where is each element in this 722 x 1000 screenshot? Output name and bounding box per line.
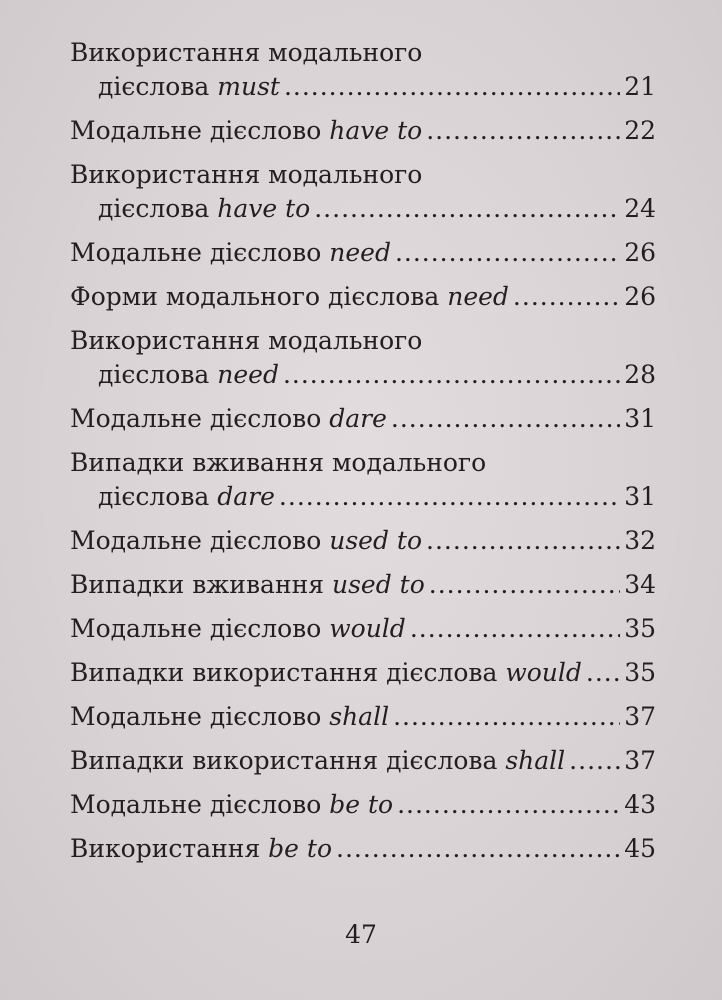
- dot-leader: [397, 788, 620, 822]
- toc-entry-text: [70, 402, 387, 436]
- toc-entry-main-line: [70, 568, 656, 602]
- toc-entry-title: Використання модального: [70, 160, 423, 189]
- toc-entry: [70, 656, 656, 690]
- toc-entry-text: [70, 744, 565, 778]
- toc-entry-text: [70, 114, 422, 148]
- dot-leader: [391, 402, 620, 436]
- toc-entry-page: 21: [624, 72, 656, 101]
- toc-entry: [70, 832, 656, 866]
- toc-entry: [70, 568, 656, 602]
- toc-entry-main-line: [70, 70, 656, 104]
- toc-entry-term: need: [217, 360, 279, 389]
- dot-leader: [426, 114, 620, 148]
- toc-entry-main-line: [70, 402, 656, 436]
- toc-entry: [70, 280, 656, 314]
- dot-leader: [513, 280, 620, 314]
- toc-entry-text: [70, 832, 332, 866]
- toc-entry-title: Використання модального: [70, 326, 423, 355]
- toc-entry-text: [98, 480, 275, 514]
- toc-entry-text: [70, 700, 389, 734]
- toc-entry-page: 31: [624, 482, 656, 511]
- toc-entry-term: used to: [332, 570, 425, 599]
- dot-leader: [336, 832, 620, 866]
- toc-entry-title: Випадки вживання: [70, 570, 332, 599]
- dot-leader: [314, 192, 620, 226]
- toc-entry-text: [70, 788, 393, 822]
- dot-leader: [393, 700, 620, 734]
- dot-leader: [429, 568, 620, 602]
- toc-entry-text: [98, 358, 279, 392]
- toc-entry: [70, 158, 656, 226]
- dot-leader: [283, 358, 620, 392]
- toc-entry-title: Випадки вживання модального: [70, 448, 487, 477]
- toc-entry-title: Модальне дієслово: [70, 526, 330, 555]
- toc-entry: [70, 236, 656, 270]
- toc-entry-term: have to: [329, 116, 423, 145]
- dot-leader: [569, 744, 620, 778]
- toc-entry: [70, 446, 656, 514]
- toc-entry-text: [70, 656, 582, 690]
- toc-entry-page: 34: [624, 570, 656, 599]
- toc-entry-title: Модальне дієслово: [70, 238, 330, 267]
- toc-entry-term: dare: [329, 404, 387, 433]
- toc-entry-title-line: [70, 446, 656, 480]
- toc-entry-term: dare: [217, 482, 275, 511]
- toc-entry: [70, 612, 656, 646]
- dot-leader: [284, 70, 620, 104]
- dot-leader: [279, 480, 620, 514]
- toc-entry-main-line: [70, 480, 656, 514]
- toc-entry-title-line: [70, 324, 656, 358]
- toc-entry-title-line: [70, 36, 656, 70]
- toc-entry: [70, 114, 656, 148]
- toc-entry: [70, 402, 656, 436]
- toc-entry-title-line: [70, 158, 656, 192]
- toc-entry-title: Форми модального дієслова: [70, 282, 448, 311]
- toc-entry-page: 32: [624, 526, 656, 555]
- toc-entry: [70, 700, 656, 734]
- toc-entry-term: would: [329, 614, 406, 643]
- toc-entry-main-line: [70, 832, 656, 866]
- toc-entry-page: 22: [624, 116, 656, 145]
- toc-entry-main-line: [70, 700, 656, 734]
- toc-entry-term: used to: [329, 526, 423, 555]
- dot-leader: [395, 236, 620, 270]
- toc-entry-page: 45: [624, 834, 656, 863]
- toc-entry-page: 37: [624, 702, 656, 731]
- toc-entry-main-line: [70, 656, 656, 690]
- toc-entry-title: дієслова: [98, 482, 218, 511]
- toc-entry-text: [98, 70, 280, 104]
- toc-entry-title: Використання: [70, 834, 269, 863]
- toc-entry-main-line: [70, 524, 656, 558]
- dot-leader: [586, 656, 620, 690]
- toc-entry-text: [70, 612, 406, 646]
- toc-entry-main-line: [70, 236, 656, 270]
- toc-entry-title: Модальне дієслово: [70, 404, 330, 433]
- toc-entry-term: would: [505, 658, 582, 687]
- toc-entry: [70, 36, 656, 104]
- toc-entry-text: [70, 236, 391, 270]
- toc-entry-text: [70, 568, 425, 602]
- toc-entry-page: 43: [624, 790, 656, 819]
- toc-entry-main-line: [70, 744, 656, 778]
- toc-entry-text: [70, 524, 422, 558]
- toc-entry-term: must: [217, 72, 280, 101]
- toc-entry-term: need: [329, 238, 391, 267]
- toc-entry-title: Модальне дієслово: [70, 790, 330, 819]
- toc-entry-term: need: [447, 282, 509, 311]
- toc-entry-page: 26: [624, 238, 656, 267]
- toc-entry-main-line: [70, 280, 656, 314]
- toc-entry-title: Випадки використання дієслова: [70, 658, 506, 687]
- toc-entry-text: [98, 192, 310, 226]
- toc-entry-page: 28: [624, 360, 656, 389]
- toc-entry: [70, 524, 656, 558]
- dot-leader: [426, 524, 620, 558]
- toc-entry-page: 24: [624, 194, 656, 223]
- toc-entry-term: be to: [268, 834, 333, 863]
- dot-leader: [410, 612, 620, 646]
- table-of-contents: [70, 36, 656, 876]
- toc-entry-title: дієслова: [98, 360, 218, 389]
- toc-entry-title: Модальне дієслово: [70, 116, 330, 145]
- toc-entry-main-line: [70, 358, 656, 392]
- toc-entry-title: Випадки використання дієслова: [70, 746, 506, 775]
- toc-entry-term: shall: [329, 702, 390, 731]
- toc-entry-term: be to: [329, 790, 394, 819]
- toc-entry-page: 31: [624, 404, 656, 433]
- toc-entry-text: [70, 280, 509, 314]
- toc-entry-main-line: [70, 192, 656, 226]
- toc-entry: [70, 788, 656, 822]
- toc-entry: [70, 744, 656, 778]
- toc-entry: [70, 324, 656, 392]
- toc-entry-page: 26: [624, 282, 656, 311]
- toc-entry-page: 35: [624, 658, 656, 687]
- toc-entry-term: have to: [217, 194, 311, 223]
- toc-entry-title: дієслова: [98, 194, 218, 223]
- toc-entry-main-line: [70, 612, 656, 646]
- toc-entry-title: дієслова: [98, 72, 218, 101]
- toc-entry-term: shall: [505, 746, 566, 775]
- toc-entry-page: 35: [624, 614, 656, 643]
- toc-entry-title: Використання модального: [70, 38, 423, 67]
- toc-entry-title: Модальне дієслово: [70, 702, 330, 731]
- toc-entry-main-line: [70, 788, 656, 822]
- toc-entry-main-line: [70, 114, 656, 148]
- page-number: 47: [345, 920, 377, 949]
- toc-entry-page: 37: [624, 746, 656, 775]
- toc-entry-title: Модальне дієслово: [70, 614, 330, 643]
